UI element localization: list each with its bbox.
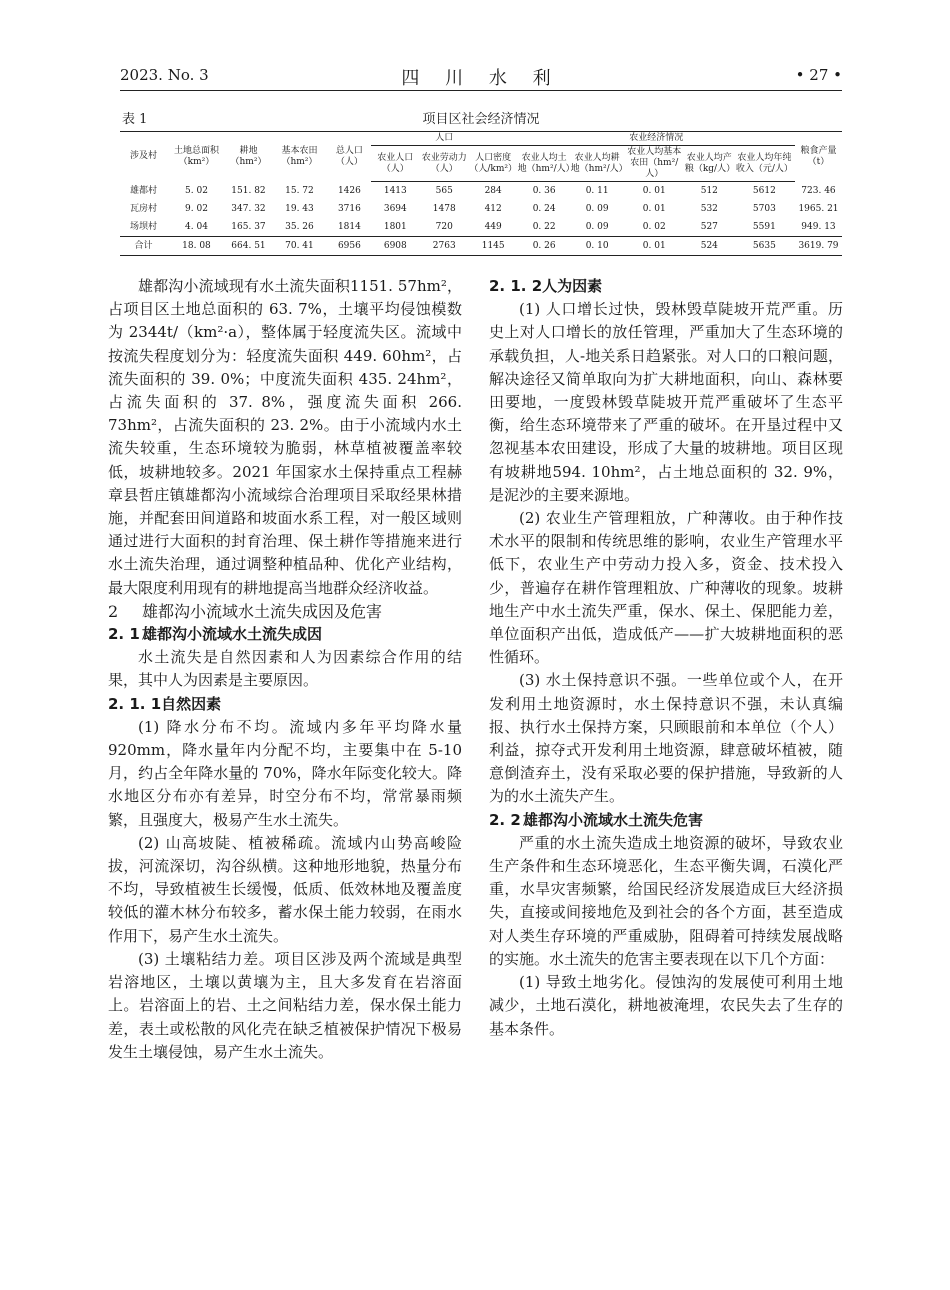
right-column <box>489 275 843 1041</box>
section-heading-2-2: 2. 2 雄都沟小流域水土流失危害 <box>489 810 704 829</box>
col-income-per-capita: 农业人均年纯收入（元/人） <box>734 146 795 182</box>
socio-economic-table <box>120 131 842 256</box>
col-grain-output: 粮食产量（t） <box>795 132 842 182</box>
paragraph-human-3: (3) 水土保持意识不强。一些单位或个人，在开发利用土地资源时，水土保持意识不强，未认真编报、执行水土保持方案，只顾眼前和本单位（个人）利益，掠夺式开发利用土地资源，肆意破坏植被，随意倒渣弃土，没有采取必要的保护措施，导致新的人为的水土流失产生。 <box>489 671 843 806</box>
left-column <box>108 275 462 1064</box>
col-land-per-capita: 农业人均土地（hm²/人） <box>518 146 571 182</box>
paragraph-human-1: (1) 人口增长过快，毁林毁草陡坡开荒严重。历史上对人口增长的放任管理，严重加大了生态环境的承载负担，人-地关系日趋紧张。对人口的口粮问题，解决途径又简单取向为扩大耕地面积，向山、森林要田要地，一度毁林毁草陡坡开荒严重破坏了生态平衡，给生态环境带来了严重的破坏。在开垦过程中又忽视基本农田建设，形成了大量的坡耕地。项目区现有坡耕地594. 10hm²，占土地总面积的 32. 9%，是泥沙的主要来源地。 <box>489 300 843 504</box>
col-village: 涉及村 <box>120 132 167 182</box>
paragraph-natural-2: (2) 山高坡陡、植被稀疏。流域内山势高峻险拔，河流深切，沟谷纵横。这种地形地貌，热量分布不均，导致植被生长缓慢，低质、低效林地及覆盖度较低的灌木林分布较多，蓄水保土能力较弱，在雨水作用下，易产生水土流失。 <box>108 833 462 945</box>
journal-name: 四 川 水 利 <box>401 68 561 89</box>
paragraph-natural-3: (3) 土壤粘结力差。项目区涉及两个流域是典型岩溶地区，土壤以黄壤为主，且大多发育在岩溶面上。岩溶面上的岩、土之间粘结力差，保水保土能力差，表土或松散的风化壳在缺乏植被保护情况下极易发生土壤侵蚀，易产生水土流失。 <box>108 949 462 1061</box>
paragraph-harm-1: (1) 导致土地劣化。侵蚀沟的发展使可利用土地减少，土地石漠化，耕地被淹埋，农民失去了生存的基本条件。 <box>489 973 843 1038</box>
paragraph-human-2: (2) 农业生产管理粗放，广种薄收。由于种作技术水平的限制和传统思维的影响，农业生产管理水平低下，农业生产中劳动力投入多，资金、技术投入少，普遍存在耕作管理粗放、广种薄收的现象。坡耕地生产中水土流失严重，保水、保土、保肥能力差，单位面积产出低，造成低产——扩大坡耕地面积的恶性循环。 <box>489 509 843 667</box>
paragraph-natural-1: (1) 降水分布不均。流域内多年平均降水量 920mm，降水量年内分配不均，主要集中在 5-10 月，约占全年降水量的 70%，降水年际变化较大。降水地区分布亦有差异，时空分布不均，常常暴雨频繁，且强度大，极易产生水土流失。 <box>108 717 462 829</box>
section-heading-2-1-2: 2. 1. 2人为因素 <box>489 277 603 295</box>
col-farmland: 耕地（hm²） <box>226 132 271 182</box>
col-population-density: 人口密度（人/km²） <box>469 146 518 182</box>
group-agri-economy: 农业经济情况 <box>518 132 795 146</box>
table-total-row: 合计 18. 08 664. 51 70. 41 6956 6908 2763 1145 0. 26 0. 10 0. 01 524 5635 3619. 79 <box>120 237 842 256</box>
col-total-area: 土地总面积（km²） <box>167 132 226 182</box>
running-header <box>120 60 842 91</box>
paragraph-causes: 水土流失是自然因素和人为因素综合作用的结果，其中人为因素是主要原因。 <box>108 648 462 690</box>
section-heading-2-1-1: 2. 1. 1自然因素 <box>108 694 222 713</box>
table-label: 表 1 <box>122 112 148 127</box>
table-row: 雄都村 5. 02 151. 82 15. 72 1426 1413 565 284 0. 36 0. 11 0. 01 512 5612 723. 46 <box>129 185 836 196</box>
col-farmland-per-capita: 农业人均耕地（hm²/人） <box>571 146 624 182</box>
table-row: 瓦房村 9. 02 347. 32 19. 43 3716 3694 1478 412 0. 24 0. 09 0. 01 532 5703 1965. 21 <box>129 204 839 214</box>
col-agri-labor: 农业劳动力（人） <box>420 146 469 182</box>
section-heading-2: 2 雄都沟小流域水土流失成因及危害 <box>108 601 383 621</box>
table-title: 项目区社会经济情况 <box>422 112 540 127</box>
intro-paragraph: 雄都沟小流域现有水土流失面积1151. 57hm²，占项目区土地总面积的 63. 7%，土壤平均侵蚀模数为 2344t/（km²·a），整体属于轻度流失区。流域中按流失程度划分为：轻度流失面积 449. 60hm²，占流失面积的 39. 0%；中度流失面积 435. 24hm²，占流失面积的 37. 8%，强度流失面积 266. 73hm²，占流失面积的 23. 2%。由于小流域内水土流失较重，生态环境较为脆弱，林草植被覆盖率较低，坡耕地较多。2021 年国家水土保持重点工程赫章县哲庄镇雄都沟小流域综合治理项目采取经果林措施，并配套田间道路和坡面水系工程，对一般区域则通过进行大面积的封育治理、保土耕作等措施来进行水土流失治理，通过调整种植品种、优化产业结构，最大限度利用现有的耕地提高当地群众经济收益。 <box>108 277 462 597</box>
col-grain-per-capita: 农业人均产粮（kg/人） <box>685 146 734 182</box>
col-total-population: 总人口（人） <box>328 132 371 182</box>
group-population: 人口 <box>371 132 518 146</box>
col-basic-farmland-per-capita: 农业人均基本农田（hm²/人） <box>624 146 685 182</box>
page-number: • 27 • <box>795 66 842 84</box>
issue-number: 2023. No. 3 <box>120 66 209 84</box>
paragraph-harms: 严重的水土流失造成土地资源的破坏，导致农业生产条件和生态环境恶化，生态平衡失调，石漠化严重，水旱灾害频繁，给国民经济发展造成巨大经济损失，直接或间接地危及到社会的各个方面，甚至造成对人类生存环境的严重威胁，阻碍着可持续发展战略的实施。水土流失的危害主要表现在以下几个方面： <box>489 833 843 968</box>
col-agri-population: 农业人口（人） <box>371 146 420 182</box>
table-row: 场坝村 4. 04 165. 37 35. 26 1814 1801 720 449 0. 22 0. 09 0. 02 527 5591 949. 13 <box>129 222 836 232</box>
section-heading-2-1: 2. 1 雄都沟小流域水土流失成因 <box>108 625 323 644</box>
col-basic-farmland: 基本农田（hm²） <box>271 132 328 182</box>
